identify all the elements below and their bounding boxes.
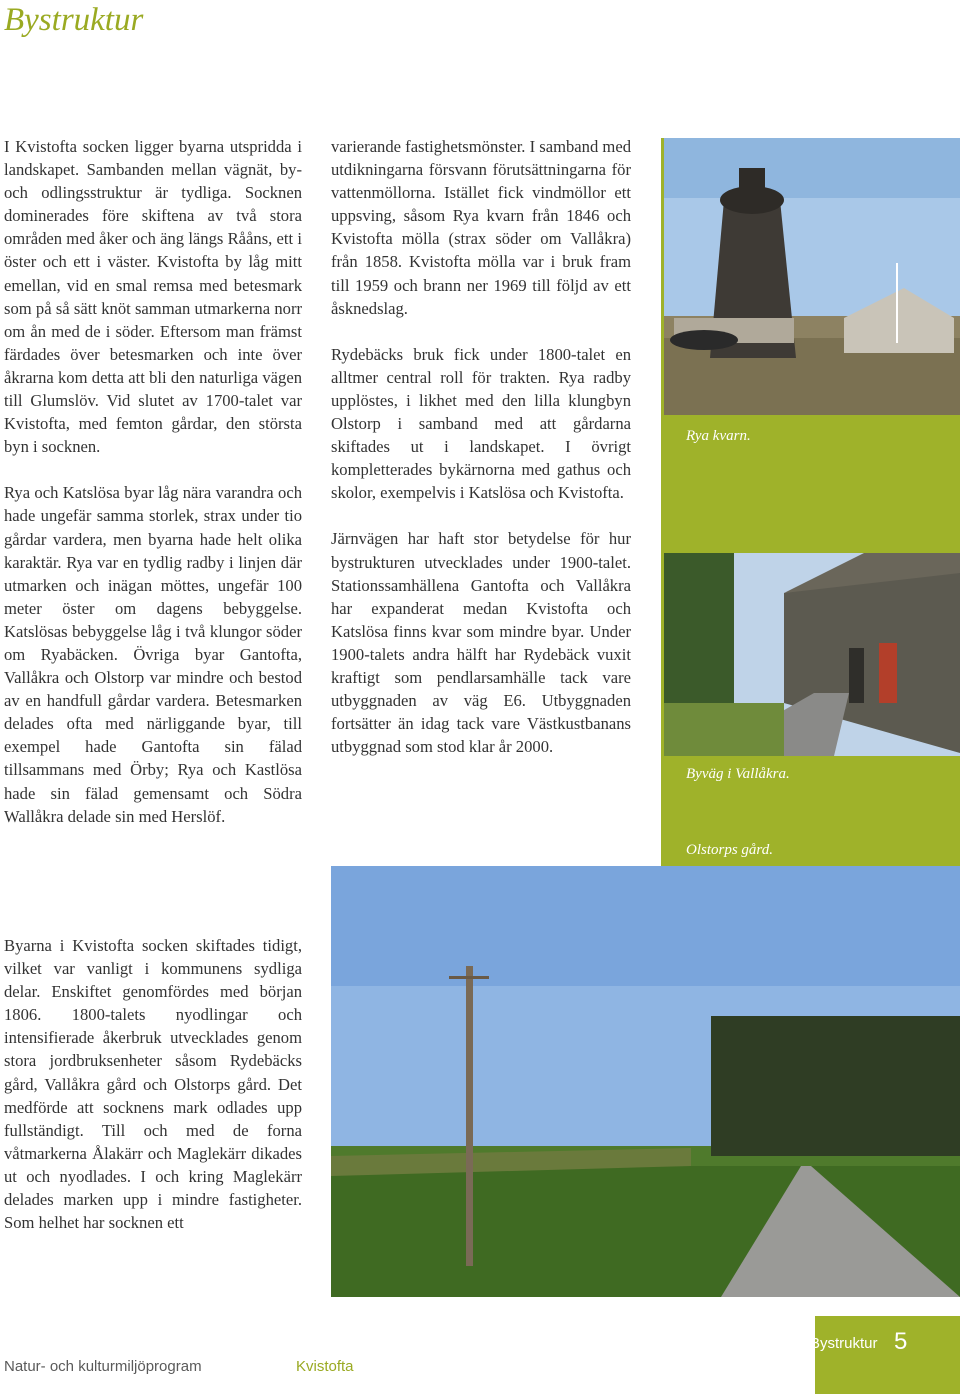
left-column	[4, 135, 302, 851]
paragraph: Rydebäcks bruk fick under 1800-talet en alltmer central roll för trakten. Rya radby upplöstes, i likhet med den lilla klungbyn Olstorp i samband med att gårdarna skiftades ut i landskapet. I övrigt kompletterades bykärnorna med gathus och skolor, exempelvis i Katslösa och Kvistofta.	[331, 344, 631, 503]
countryside-road-photo	[331, 866, 960, 1297]
page-title: Bystruktur	[4, 2, 144, 38]
caption-olstorps-gard: Olstorps gård.	[686, 842, 773, 858]
paragraph: Rya och Katslösa byar låg nära varandra och hade ungefär samma storlek, strax under tio gårdar vardera, men byarna hade helt olika karaktär. Rya var en tydlig radby i linjen där utmarken och inägan möttes, ungefär 100 meter öster om dagens bebyggelse. Katslösas bebyggelse låg i två klungor söder om Ryabäcken. Övriga byar Gantofta, Vallåkra och Olstorp var mindre och bestod av en handfull gårdar vardera. Betesmarken delades ofta med närliggande byar, till exempel hade Gantofta sin fälad tillsammans med Örby; Rya och Kastlösa hade sin fälad gemensamt och Södra Wallåkra delade sin med Herslöf.	[4, 483, 302, 826]
bottom-left-column	[4, 934, 302, 1257]
village-street-photo	[664, 553, 960, 756]
paragraph: Byarna i Kvistofta socken skiftades tidigt, vilket var vanligt i kommunens sydliga delar. Enskiftet genomfördes med början 1806. 1800-talets nyodlingar och intensifierade åkerbruk utvecklades genom stora jordbruksenheter såsom Rydebäcks gård, Vallåkra gård och Olstorps gård. Det medförde att socknens mark odlades upp fullständigt. Till och med de forna våtmarkerna Ålakärr och Maglekärr dikades ut och nyodlades. I och kring Maglekärr delades marken upp i mindre fastigheter. Som helhet har socknen ett	[4, 936, 302, 1233]
caption-rya-kvarn: Rya kvarn.	[686, 428, 751, 444]
paragraph: varierande fastighetsmönster. I samband med utdikningarna försvann förutsättningarna för vattenmöllorna. Istället fick vindmöllor ett uppsving, såsom Rya kvarn från 1846 och Kvistofta mölla (strax söder om Vallåkra) från 1858. Kvistofta mölla var i bruk fram till 1959 och brann ner 1969 till följd av ett åsknedslag.	[331, 137, 631, 318]
paragraph: I Kvistofta socken ligger byarna utspridda i landskapet. Sambanden mellan vägnät, by- och odlingsstruktur är tydliga. Socknen dominerades före skiftena av två stora områden med åker och äng längs Rååns, ett i öster och ett i väster. Kvistofta by låg mitt emellan, vid en smal remsa med betesmark som på så sätt knöt samman utmarkerna norr om ån med de i söder. Eftersom man främst färdades över betesmarken och inte över åkrarna kom detta att bli den naturliga vägen till Glumslöv. Vid slutet av 1700-talet var Kvistofta, med femton gårdar, den största byn i socknen.	[4, 137, 302, 457]
caption-byvag-vallakra: Byväg i Vallåkra.	[686, 766, 790, 782]
footer-section-label: Bystruktur	[810, 1335, 878, 1352]
footer-green-bar	[815, 1316, 960, 1394]
footer-place-label: Kvistofta	[296, 1358, 354, 1375]
page-number: 5	[894, 1328, 908, 1355]
windmill-photo	[664, 138, 960, 415]
middle-column	[331, 135, 631, 781]
paragraph: Järnvägen har haft stor betydelse för hur bystrukturen utvecklades under 1900-talet. Stationssamhällena Gantofta och Vallåkra har expanderat medan Kvistofta och Katslösa finns kvar som mindre byar. Under 1900-talets andra hälft har Rydebäck vuxit kraftigt som pendlarsamhälle tack vare utbyggnaden av väg E6. Utbyggnaden fortsätter än idag tack vare Västkustbanans utbyggnad som stod klar år 2000.	[331, 529, 631, 757]
footer-program-label: Natur- och kulturmiljöprogram	[4, 1358, 202, 1375]
